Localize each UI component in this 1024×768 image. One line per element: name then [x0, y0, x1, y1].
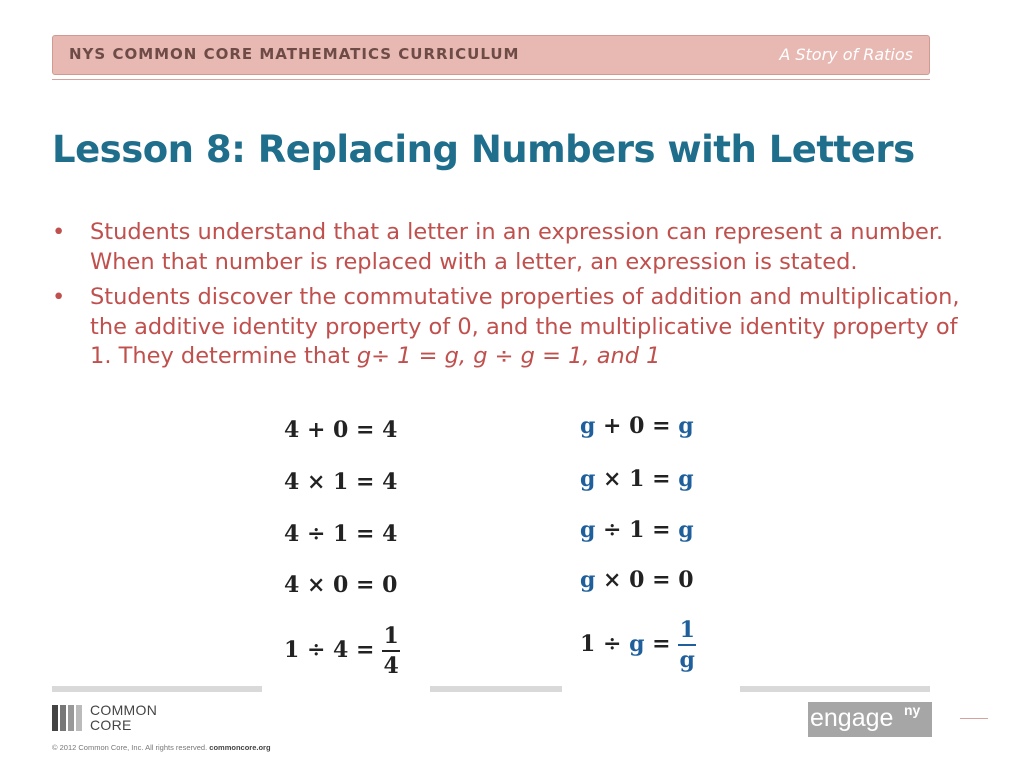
fraction-equation [580, 617, 696, 673]
numerator: 1 [383, 623, 399, 649]
objectives-list [52, 218, 962, 378]
variable: g [580, 517, 596, 543]
equals: = [644, 466, 679, 492]
equation: 4 × 0 = 0 [284, 572, 398, 598]
operator: × [595, 466, 630, 492]
equation: 4 ÷ 1 = 4 [284, 521, 398, 547]
footer-gap [262, 686, 430, 692]
bullet-dot-icon: • [52, 219, 66, 245]
equals: = [644, 567, 679, 593]
copyright-site: commoncore.org [209, 743, 271, 752]
numeric-equations [262, 409, 430, 691]
objective-text: Students understand that a letter in an expression can represent a number. When that number is replaced with a letter, an expression is stated. [90, 219, 944, 275]
equals: = [644, 413, 679, 439]
fraction [382, 623, 400, 679]
module-label: A Story of Ratios [779, 45, 913, 64]
fraction [678, 617, 696, 673]
copyright-text: © 2012 Common Core, Inc. All rights reserved. [52, 743, 208, 752]
equation [580, 517, 694, 543]
copyright-notice [52, 743, 271, 752]
number: 0 [629, 567, 645, 593]
number: 1 [580, 631, 596, 657]
variable: g [580, 413, 596, 439]
numerator: 1 [679, 617, 695, 643]
header-band [52, 35, 930, 75]
equation [580, 466, 694, 492]
equation: 4 × 1 = 4 [284, 469, 398, 495]
curriculum-label: NYS COMMON CORE MATHEMATICS CURRICULUM [69, 45, 520, 63]
variable-equations [562, 409, 740, 691]
objective-item [52, 283, 962, 372]
objective-item [52, 218, 962, 277]
engage-word: engage [810, 704, 894, 732]
engage-superscript: ny [904, 702, 921, 718]
lesson-title: Lesson 8: Replacing Numbers with Letters [52, 128, 915, 171]
footer-gap [562, 686, 740, 692]
fraction-lhs: 1 ÷ 4 = [284, 637, 375, 663]
result: g [678, 517, 694, 543]
operator: ÷ [595, 631, 630, 657]
number: 1 [629, 466, 645, 492]
variable: g [580, 567, 596, 593]
fraction-bar [678, 644, 696, 646]
fraction-equation [284, 623, 400, 679]
number: 0 [629, 413, 645, 439]
equals: = [644, 517, 679, 543]
variable: g [629, 631, 645, 657]
common-core-logo-text [90, 703, 157, 733]
engage-ny-logo [808, 702, 932, 737]
equals: = [644, 631, 679, 657]
header-rule [52, 79, 930, 80]
result: g [678, 413, 694, 439]
equation [580, 567, 694, 593]
bullet-dot-icon: • [52, 284, 66, 310]
equation [580, 413, 694, 439]
fraction-bar [382, 650, 400, 652]
number: 1 [629, 517, 645, 543]
common-core-logo [52, 703, 192, 733]
equation: 4 + 0 = 4 [284, 417, 398, 443]
footer-rule [52, 686, 930, 692]
variable: g [580, 466, 596, 492]
denominator: 4 [383, 653, 399, 679]
operator: + [595, 413, 630, 439]
result: g [678, 466, 694, 492]
operator: ÷ [595, 517, 630, 543]
objective-italic: g÷ 1 = g, g ÷ g = 1, and 1 [356, 343, 661, 369]
objective-text: Students discover the commutative properties of addition and multiplication, the additive identity property of 0, and the multiplicative identity property of 1. They determine that [90, 284, 960, 369]
common-core-logo-icon [52, 705, 84, 731]
logo-line-2: CORE [90, 717, 132, 733]
corner-rule [960, 718, 988, 719]
result: 0 [678, 567, 694, 593]
operator: × [595, 567, 630, 593]
denominator: g [679, 647, 695, 673]
logo-line-1: COMMON [90, 702, 158, 718]
